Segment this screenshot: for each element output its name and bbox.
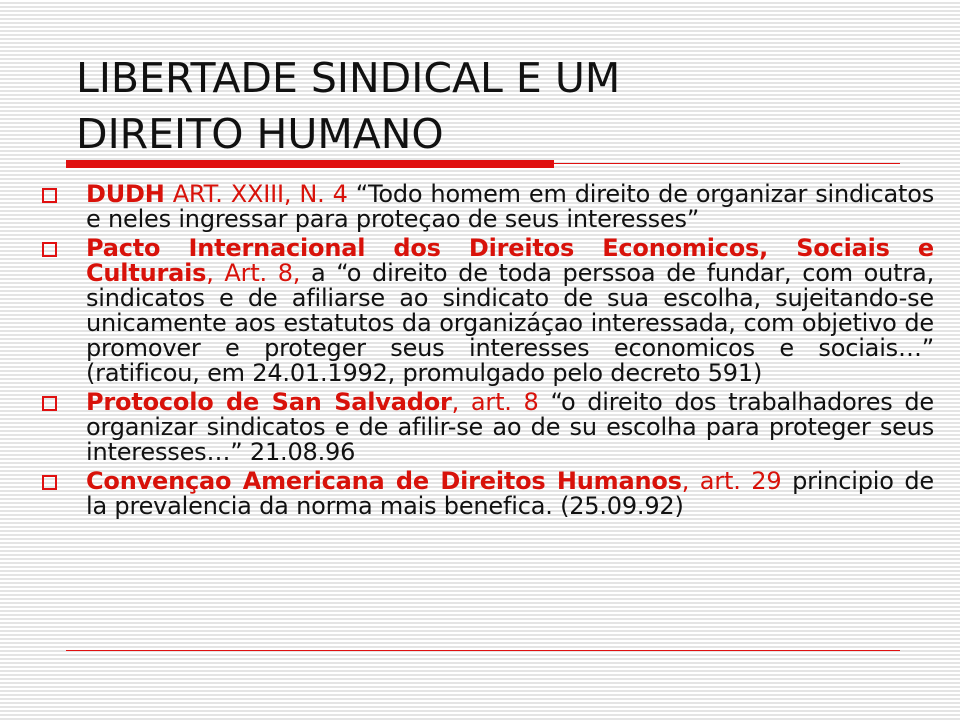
item-text: “Todo homem em direito de organizar sindicatos e neles ingressar para proteçao de seus interesses” [86,180,934,233]
title-underline-thin [554,163,900,164]
title-underline-thick [66,160,554,168]
item-name: DUDH [86,180,165,208]
square-bullet-icon [42,475,57,490]
square-bullet-icon [42,242,57,257]
footer-rule [66,650,900,651]
item-name: Pacto Internacional dos Direitos Economicos, Sociais e Culturais [86,234,934,287]
slide-title-line-1: LIBERTADE SINDICAL E UM [76,54,621,102]
item-name: Protocolo de San Salvador [86,388,452,416]
bullet-list [36,182,934,523]
item-ref: , Art. 8, [206,259,312,287]
list-item-protocolo [36,390,934,465]
item-ref: , art. 29 [681,467,793,495]
slide-title-line-2: DIREITO HUMANO [76,110,444,158]
item-ref: ART. XXIII, N. 4 [164,180,356,208]
item-text: principio de la prevalencia da norma mais benefica. (25.09.92) [86,467,934,520]
list-item-pacto [36,236,934,386]
item-name: Convençao Americana de Direitos Humanos [86,467,682,495]
item-ref: , art. 8 [451,388,551,416]
slide-title [76,50,896,162]
item-text: a “o direito de toda perssoa de fundar, com outra, sindicatos e de afiliarse ao sindicato de sua escolha, sujeitando-se unicamente aos estatutos da organizáçao interessada, com objetivo de promover e proteger seus interesses economicos e sociais…” (ratificou, em 24.01.1992, promulgado pelo decreto 591) [86,259,934,387]
square-bullet-icon [42,396,57,411]
square-bullet-icon [42,188,57,203]
list-item-convencao [36,469,934,519]
item-text: “o direito dos trabalhadores de organizar sindicatos e de afilir-se ao de su escolha para proteger seus interesses…” 21.08.96 [86,388,934,466]
list-item-dudh [36,182,934,232]
